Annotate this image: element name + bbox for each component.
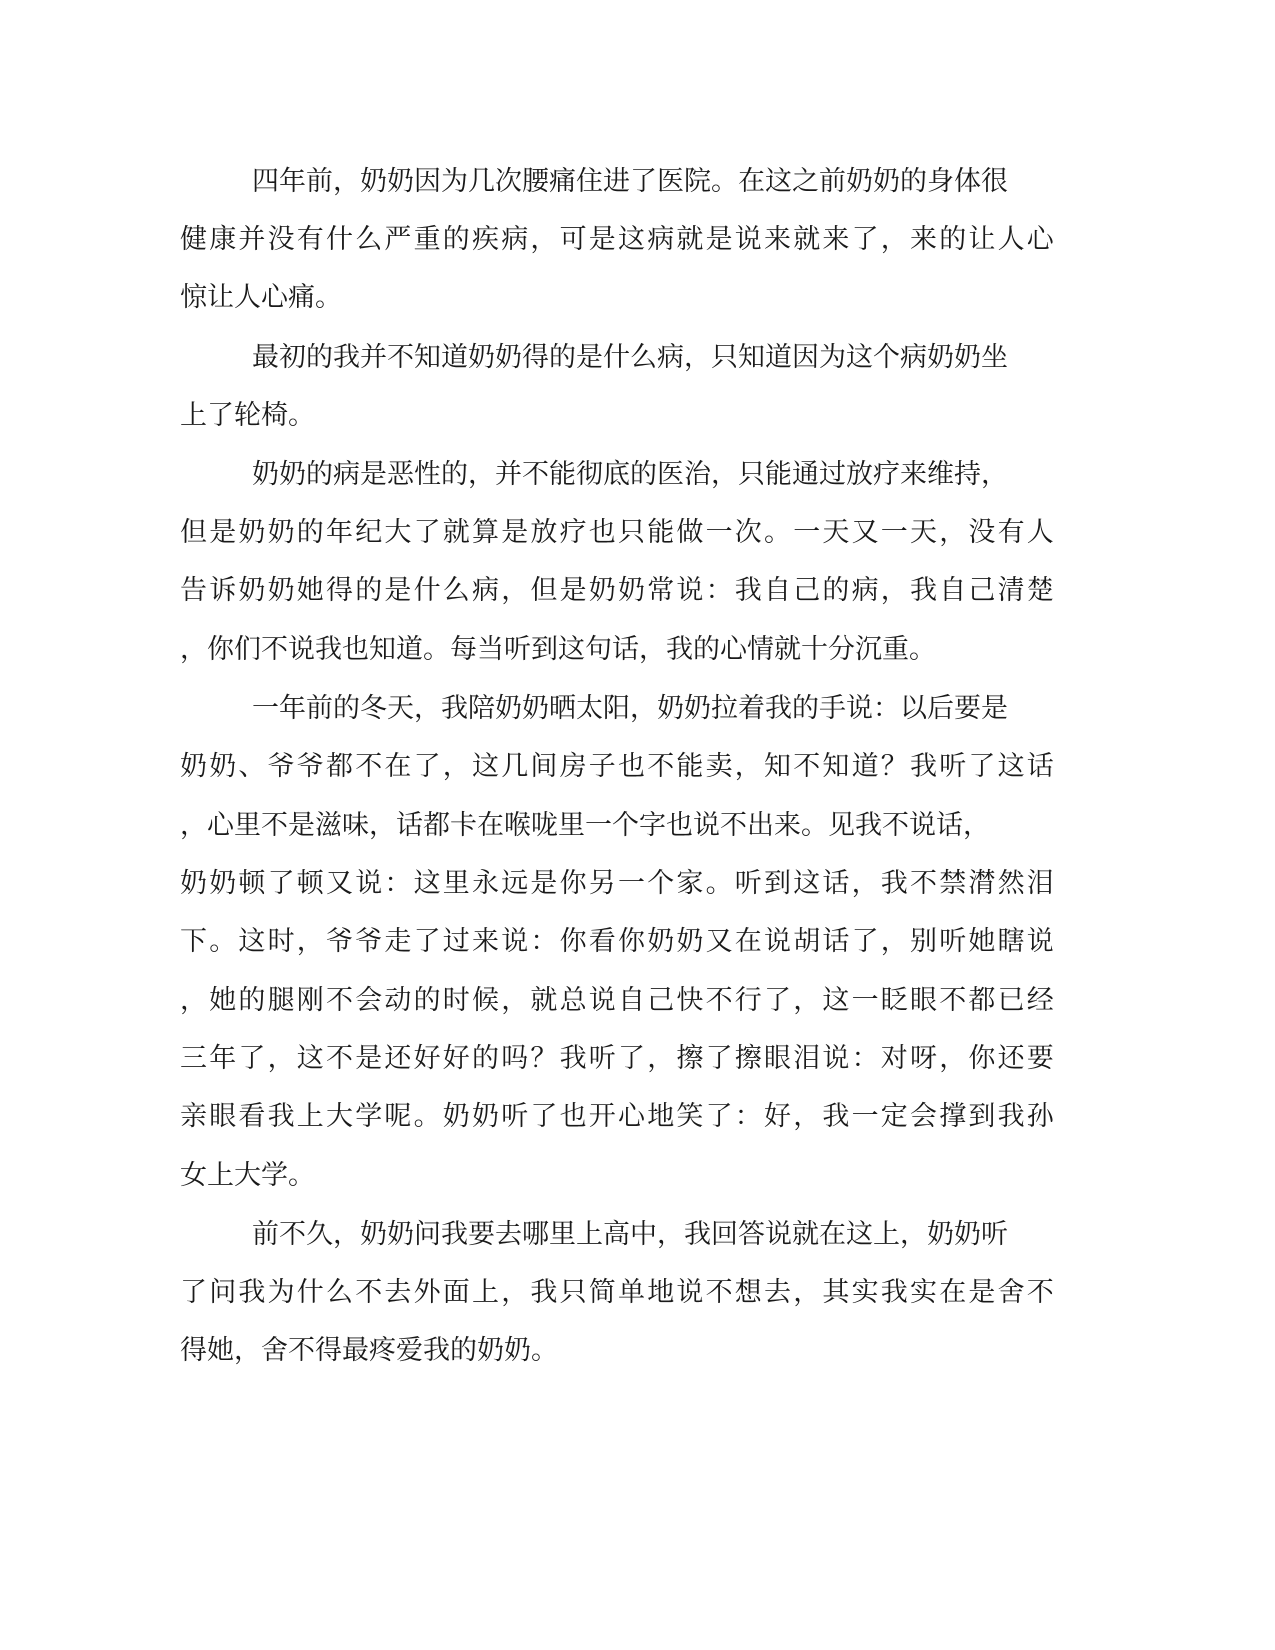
paragraph-3-line-3: 告诉奶奶她得的是什么病，但是奶奶常说：我自己的病，我自己清楚 <box>180 575 1056 606</box>
paragraph-4-line-8: 亲眼看我上大学呢。奶奶听了也开心地笑了：好，我一定会撑到我孙 <box>180 1101 1056 1132</box>
paragraph-4-line-5: 下。这时，爷爷走了过来说：你看你奶奶又在说胡话了，别听她瞎说 <box>180 926 1056 957</box>
paragraph-2-line-1: 最初的我并不知道奶奶得的是什么病，只知道因为这个病奶奶坐 <box>252 342 1008 373</box>
paragraph-1-line-1: 四年前，奶奶因为几次腰痛住进了医院。在这之前奶奶的身体很 <box>252 166 1008 197</box>
paragraph-1-line-2: 健康并没有什么严重的疾病，可是这病就是说来就来了，来的让人心 <box>180 224 1056 255</box>
paragraph-5-line-1: 前不久，奶奶问我要去哪里上高中，我回答说就在这上，奶奶听 <box>252 1219 1008 1250</box>
paragraph-4-line-4: 奶奶顿了顿又说：这里永远是你另一个家。听到这话，我不禁潸然泪 <box>180 868 1056 899</box>
paragraph-2-line-2: 上了轮椅。 <box>180 400 315 431</box>
paragraph-3-line-1: 奶奶的病是恶性的，并不能彻底的医治，只能通过放疗来维持， <box>252 459 1008 490</box>
paragraph-3-line-4: ，你们不说我也知道。每当听到这句话，我的心情就十分沉重。 <box>180 634 936 665</box>
paragraph-4-line-1: 一年前的冬天，我陪奶奶晒太阳，奶奶拉着我的手说：以后要是 <box>252 693 1008 724</box>
paragraph-4-line-6: ，她的腿刚不会动的时候，就总说自己快不行了，这一眨眼不都已经 <box>180 985 1056 1016</box>
paragraph-5-line-2: 了问我为什么不去外面上，我只简单地说不想去，其实我实在是舍不 <box>180 1277 1056 1308</box>
paragraph-4-line-7: 三年了，这不是还好好的吗？我听了，擦了擦眼泪说：对呀，你还要 <box>180 1043 1056 1074</box>
paragraph-3-line-2: 但是奶奶的年纪大了就算是放疗也只能做一次。一天又一天，没有人 <box>180 517 1056 548</box>
paragraph-4-line-3: ，心里不是滋味，话都卡在喉咙里一个字也说不出来。见我不说话， <box>180 810 990 841</box>
paragraph-4-line-9: 女上大学。 <box>180 1160 315 1191</box>
paragraph-5-line-3: 得她，舍不得最疼爱我的奶奶。 <box>180 1335 558 1366</box>
paragraph-4-line-2: 奶奶、爷爷都不在了，这几间房子也不能卖，知不知道？我听了这话 <box>180 751 1056 782</box>
paragraph-1-line-3: 惊让人心痛。 <box>180 282 342 313</box>
